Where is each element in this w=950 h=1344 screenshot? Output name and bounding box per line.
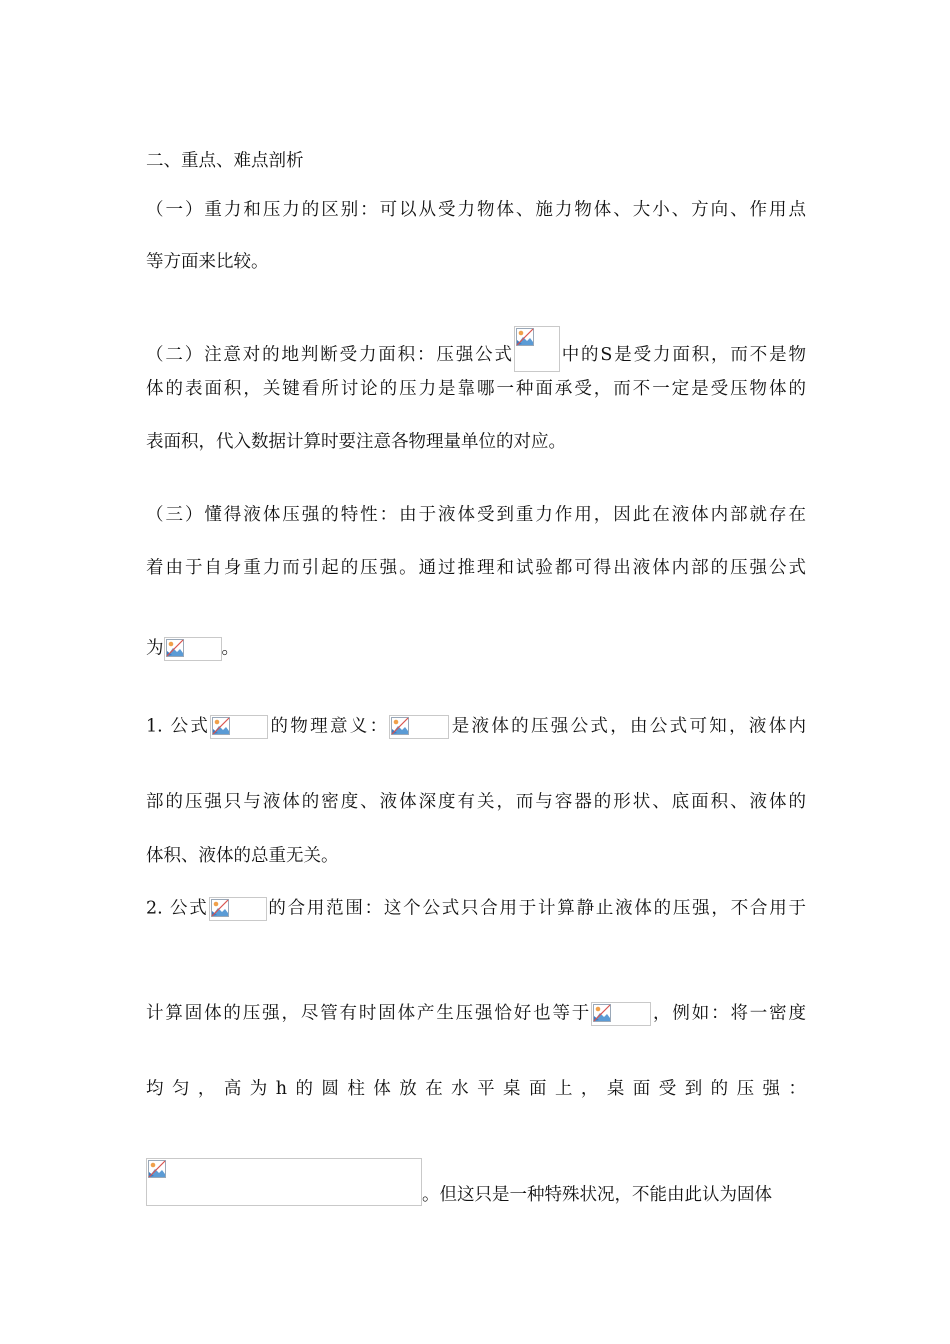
item1-line1	[146, 715, 806, 739]
broken-image-icon	[516, 328, 534, 346]
item2-line2-text-a: 计算固体的压强，尽管有时固体产生压强恰好也等于	[146, 1003, 592, 1024]
item2-text-a: 2. 公式	[146, 898, 209, 919]
item1-text-a: 1. 公式	[146, 716, 211, 737]
p3-line3-text-b: 。	[221, 638, 239, 659]
p2-line1	[146, 326, 806, 372]
p3-line2: 着由于自身重力而引起的压强。通过推理和试验都可得出液体内部的压强公式	[146, 558, 806, 578]
item2-text-b: 的合用范围：这个公式只合用于计算静止液体的压强，不合用于	[266, 898, 806, 919]
pressure-formula-image	[514, 326, 560, 372]
item1-line2: 部的压强只与液体的密度、液体深度有关，而与容器的形状、底面积、液体的	[146, 792, 806, 812]
p2-line2: 体的表面积，关键看所讨论的压力是靠哪一种面承受，而不一定是受压物体的	[146, 379, 806, 399]
formula-image-2	[389, 715, 449, 739]
liquid-pressure-formula-image	[164, 637, 222, 661]
formula-image-4	[591, 1002, 651, 1026]
p3-line1: （三）懂得液体压强的特性：由于液体受到重力作用，因此在液体内部就存在	[146, 505, 806, 525]
broken-image-icon	[391, 717, 409, 735]
item1-text-b: 的物理意义：	[268, 716, 390, 737]
formula-image-3	[209, 897, 267, 921]
p1-line2: 等方面来比较。	[146, 252, 269, 272]
item2-line1	[146, 897, 806, 921]
item2-line2-text-b: ，例如：将一密度	[651, 1003, 807, 1024]
p2-line3: 表面积，代入数据计算时要注意各物理量单位的对应。	[146, 432, 566, 452]
p2-line1-text-b: 中的S是受力面积，而不是物	[559, 345, 806, 365]
item1-line3: 体积、液体的总重无关。	[146, 846, 339, 866]
formula-image-1	[210, 715, 268, 739]
p2-line1-text-a: （二）注意对的地判断受力面积：压强公式	[146, 345, 514, 365]
broken-image-icon	[593, 1004, 611, 1022]
broken-image-icon	[148, 1160, 166, 1178]
item2-line3: 均匀，高为h的圆柱体放在水平桌面上，桌面受到的压强：	[146, 1079, 806, 1099]
broken-image-icon	[212, 717, 230, 735]
item2-line2	[146, 1002, 806, 1026]
item2-line4	[146, 1158, 772, 1206]
section-heading: 二、重点、难点剖析	[146, 151, 304, 171]
p1-line1: （一）重力和压力的区别：可以从受力物体、施力物体、大小、方向、作用点	[146, 200, 806, 220]
cylinder-pressure-formula-image	[146, 1158, 422, 1206]
broken-image-icon	[166, 639, 184, 657]
p3-line3-text-a: 为	[146, 638, 164, 659]
item1-text-c: 是液体的压强公式，由公式可知，液体内	[449, 716, 807, 737]
item2-line4-text: 。但这只是一种特殊状况，不能由此认为固体	[422, 1185, 772, 1205]
p3-line3	[146, 637, 239, 661]
broken-image-icon	[211, 899, 229, 917]
